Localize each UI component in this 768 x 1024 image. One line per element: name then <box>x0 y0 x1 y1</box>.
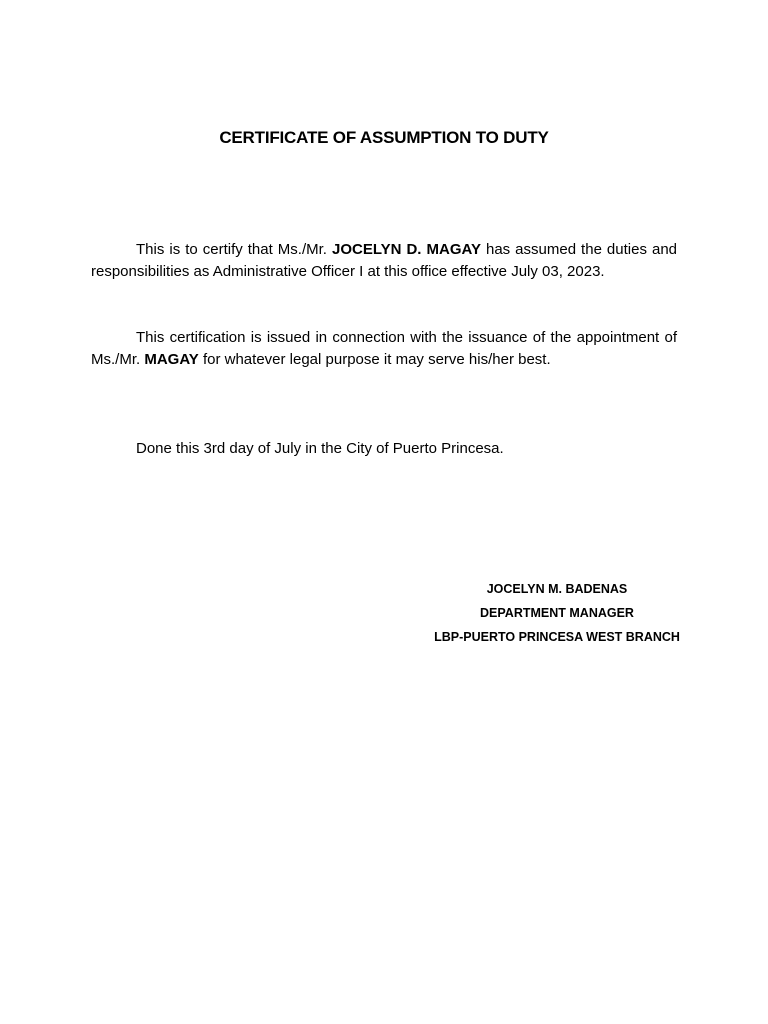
certification-paragraph <box>91 239 677 283</box>
date-place-paragraph: Done this 3rd day of July in the City of Puerto Princesa. <box>136 440 504 457</box>
signatory-position: DEPARTMENT MANAGER <box>480 606 634 620</box>
document-title: CERTIFICATE OF ASSUMPTION TO DUTY <box>219 128 549 147</box>
paragraph1-body: has assumed the duties and responsibilities as Administrative Officer I at this office effective July 03, 2023. <box>91 241 677 280</box>
paragraph2-intro: This certification is issued in connection with the issuance of the appointment of Ms./Mr. <box>91 329 677 368</box>
employee-full-name: JOCELYN D. MAGAY <box>331 241 481 258</box>
purpose-paragraph <box>91 327 677 371</box>
employee-surname: MAGAY <box>144 351 199 368</box>
signatory-name: JOCELYN M. BADENAS <box>486 582 628 596</box>
paragraph1-intro: This is to certify that Ms./Mr. <box>136 241 332 258</box>
paragraph2-body: for whatever legal purpose it may serve his/her best. <box>198 351 551 368</box>
signatory-office: LBP-PUERTO PRINCESA WEST BRANCH <box>434 630 680 644</box>
